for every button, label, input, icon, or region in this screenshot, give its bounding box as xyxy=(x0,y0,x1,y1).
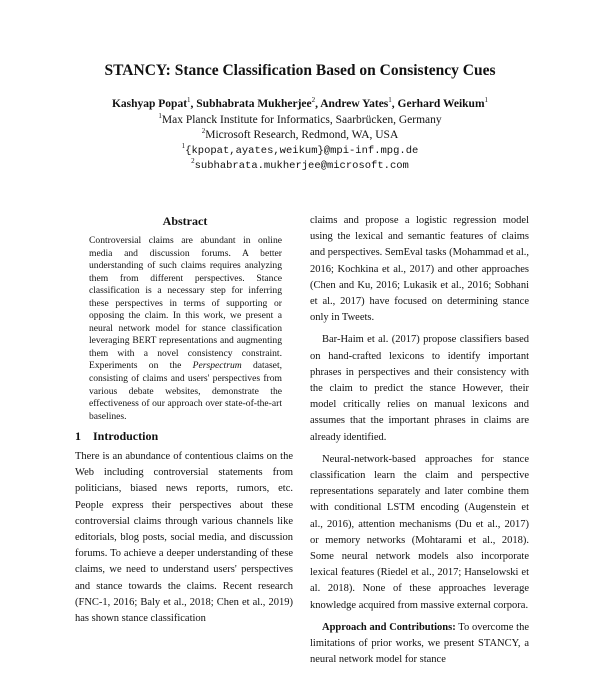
introduction-paragraph: There is an abundance of contentious claims on the Web including controversial statements from politicians, biased news reports, rumors, etc. People express their perspectives about these controversial claims through various channels like editorials, blog posts, social media, and discussion forums. To achieve a deeper understanding of these claims, we need to understand users' perspectives and stance towards the claims. Recent research (FNC-1, 2016; Baly et al., 2018; Chen et al., 2019) has shown stance classification xyxy=(75,451,293,625)
author-name: Subhabrata Mukherjee xyxy=(196,98,312,110)
affiliation-line xyxy=(0,114,600,126)
section-heading xyxy=(75,429,158,444)
paragraph: Neural-network-based approaches for stance classification learn the claim and perspective representations separately and later combine them with conditional LSTM encoding (Augenstein et al., 2016), attention mechanisms (Du et al., 2017) or memory networks (Mohtarami et al., 2018). Some neural network models also incorporate lexical features (Riedel et al., 2017; Hanselowski et al. 2018). None of these approaches leverage knowledge acquired from massive external corpora. xyxy=(310,453,529,611)
author-superscript: 1 xyxy=(388,96,392,104)
affiliation-line xyxy=(0,129,600,141)
dataset-name: Perspectrum xyxy=(192,360,242,372)
affiliation-text: Microsoft Research, Redmond, WA, USA xyxy=(205,129,399,141)
right-column xyxy=(310,213,529,674)
paragraph: claims and propose a logistic regression model using the lexical and semantic features of claims and perspectives. SemEval tasks (Mohammad et al., 2016; Kochkina et al., 2017) and other approaches (Chen and Ku, 2016; Lukasik et al., 2016; Sobhani et al., 2017) have focused on determining stance only in Tweets. xyxy=(310,215,529,324)
affiliation-superscript: 1 xyxy=(158,112,162,120)
author-superscript: 1 xyxy=(187,96,191,104)
author-name: Andrew Yates xyxy=(320,98,389,110)
email-superscript: 2 xyxy=(191,157,195,165)
affiliation-superscript: 2 xyxy=(201,127,206,135)
email-text[interactable]: subhabrata.mukherjee@microsoft.com xyxy=(194,160,409,172)
section-number: 1 xyxy=(75,429,81,443)
paragraph xyxy=(310,620,529,669)
paragraph-text: To overcome the limitations of prior works, we present STANCY, a neural network model for stance xyxy=(310,621,529,666)
email-line xyxy=(0,159,600,172)
author-superscript: 2 xyxy=(311,96,316,104)
email-superscript: 1 xyxy=(181,142,186,150)
section-title: Introduction xyxy=(93,429,159,443)
abstract-body xyxy=(89,235,282,423)
email-line xyxy=(0,144,600,157)
affiliation-text: Max Planck Institute for Informatics, Saarbrücken, Germany xyxy=(161,114,442,126)
author-superscript: 1 xyxy=(484,96,489,104)
author-name: Kashyap Popat xyxy=(111,98,188,110)
email-text[interactable]: {kpopat,ayates,weikum}@mpi-inf.mpg.de xyxy=(185,145,419,157)
abstract-text: Controversial claims are abundant in online media and discussion forums. A better understanding of such claims requires analyzing them from different perspectives. Stance classification is a necessary step for inferring these perspectives in terms of supporting or opposing the claim. In this work, we present a neural network model for stance classification leveraging BERT representations and augmenting them with a novel consistency constraint. Experiments on the xyxy=(89,235,282,372)
abstract-text: dataset, consisting of claims and users' perspectives from various debate websites, demonstrate the effectiveness of our approach over state-of-the-art baselines. xyxy=(89,360,283,422)
author-list: Kashyap Popat$^1$, Subhabrata Mukherjee$^2$, Andrew Yates$^1$, Gerhard Weikum$^1$ xyxy=(111,96,489,110)
runin-heading: Approach and Contributions: xyxy=(322,621,456,633)
author-name: Gerhard Weikum xyxy=(397,98,485,110)
paragraph: Bar-Haim et al. (2017) propose classifiers based on hand-crafted lexicons to identify important phrases in perspectives and their consistency with the claim to predict the stance However, their model critically relies on manual lexicons and assumes that the important phrases in claims are already identified. xyxy=(310,334,529,443)
paper-title: STANCY: Stance Classification Based on Consistency Cues xyxy=(104,62,496,79)
abstract-heading: Abstract xyxy=(162,214,208,228)
